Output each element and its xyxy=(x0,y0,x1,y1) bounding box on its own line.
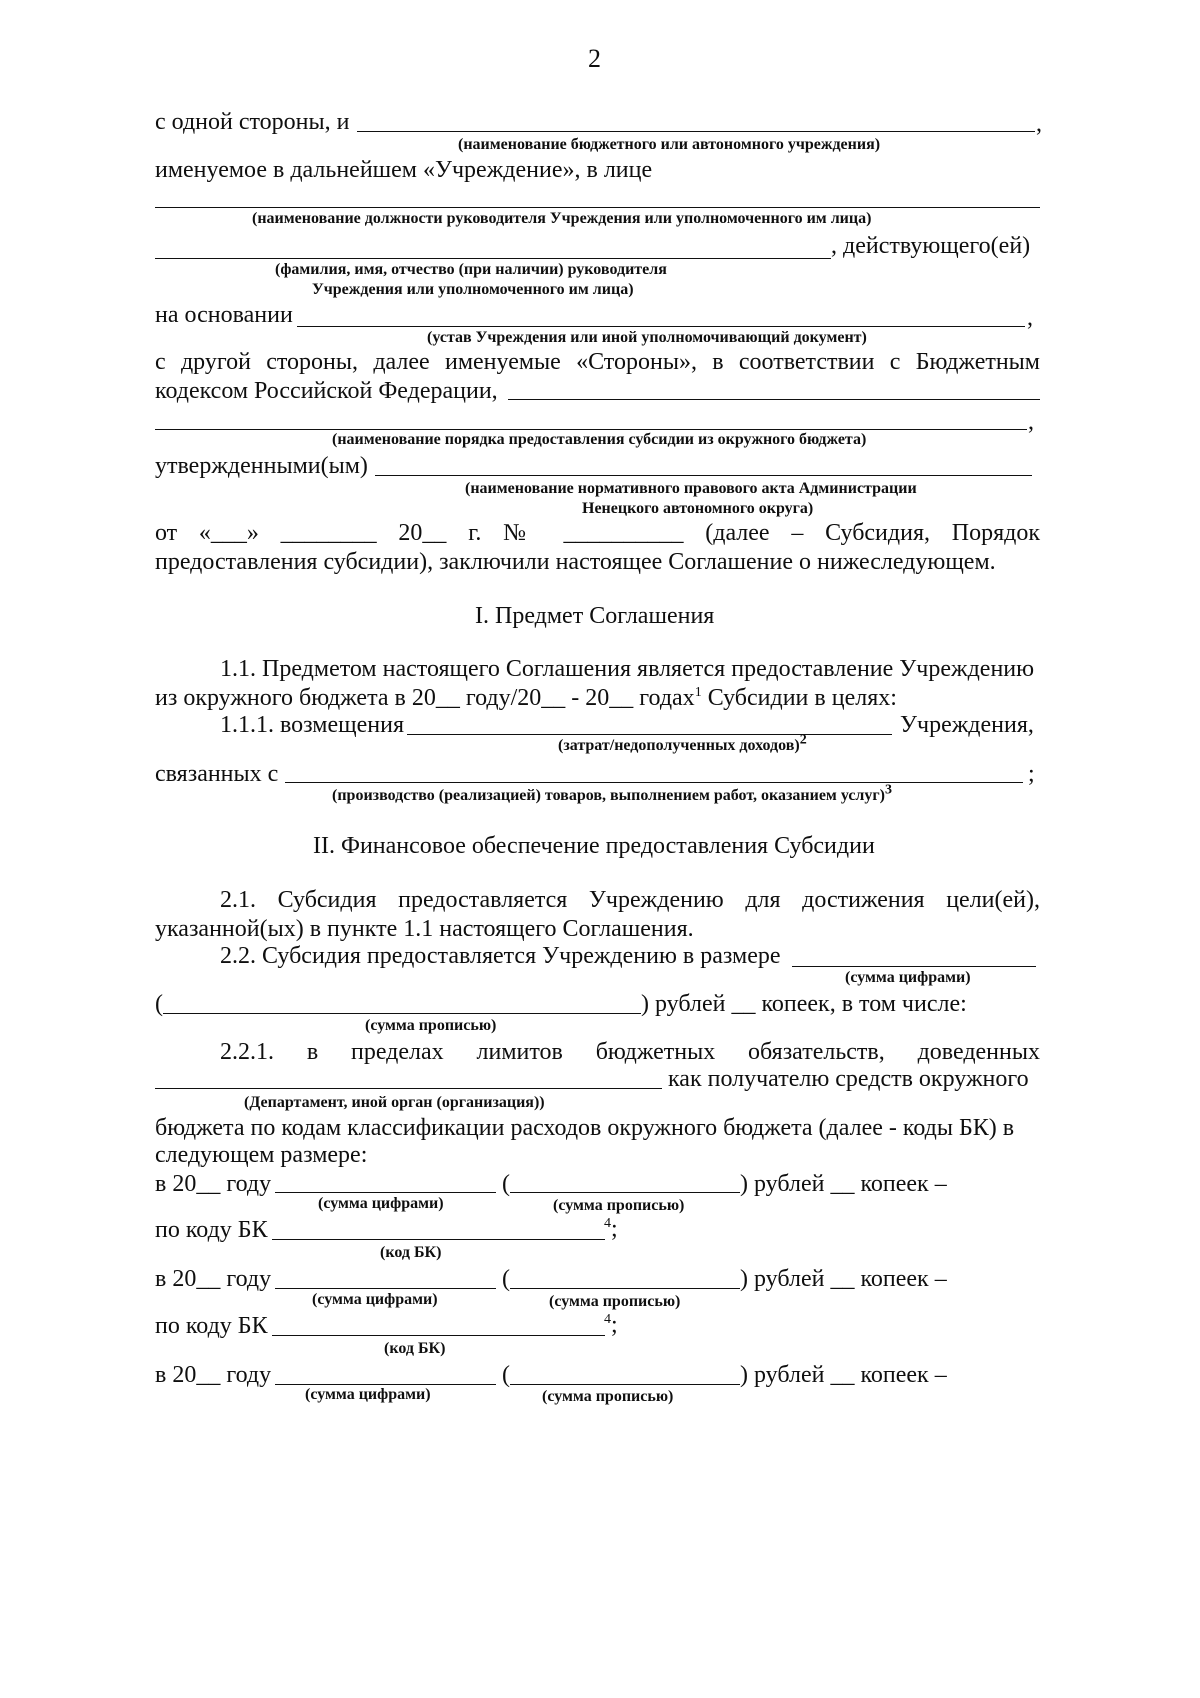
note-words: (сумма прописью) xyxy=(542,1388,674,1405)
other-side-line-2: кодексом Российской Федерации, xyxy=(155,378,498,404)
year-words-blank xyxy=(510,1288,740,1289)
institution-word: Учреждения, xyxy=(900,712,1034,738)
note-fio-2: Учреждения или уполномоченного им лица) xyxy=(312,281,634,298)
note-costs: (затрат/недополученных доходов)$^2$ xyxy=(558,732,807,754)
related-text: связанных с xyxy=(155,761,279,787)
note-production: (производство (реализацией) товаров, выполнением работ, оказанием услуг)$^3$ xyxy=(332,782,892,804)
comma: , xyxy=(1028,409,1034,435)
section-2-title: II. Финансовое обеспечение предоставления Субсидии xyxy=(313,833,875,859)
costs-blank xyxy=(407,734,892,735)
note-charter: (устав Учреждения или иной уполномочивающий документ) xyxy=(427,329,867,346)
footnote-1: 1 xyxy=(694,685,702,700)
named-text: именуемое в дальнейшем «Учреждение», в лице xyxy=(155,157,653,183)
open-paren: ( xyxy=(502,1266,510,1292)
sum-words-blank xyxy=(163,1013,641,1014)
rub-kop: ) рублей __ копеек – xyxy=(740,1266,947,1292)
note-words: (сумма прописью) xyxy=(549,1293,681,1310)
year-label: в 20__ году xyxy=(155,1362,272,1388)
act-blank xyxy=(375,475,1032,476)
other-side-line-1: с другой стороны, далее именуемые «Стороны», в соответствии с Бюджетным xyxy=(155,349,1040,375)
charter-blank xyxy=(297,326,1025,327)
procedure-blank-1 xyxy=(508,399,1040,400)
para-2-1-line-1: 2.1. Субсидия предоставляется Учреждению для достижения цели(ей), xyxy=(220,887,1040,913)
note-digits: (сумма цифрами) xyxy=(312,1291,438,1308)
one-side-text: с одной стороны, и xyxy=(155,109,350,135)
semicolon: ; xyxy=(1028,761,1035,787)
fio-blank xyxy=(155,258,831,259)
bk-blank xyxy=(272,1335,605,1336)
rubles-line: ) рублей __ копеек, в том числе: xyxy=(641,991,967,1017)
para-1-1-1: 1.1.1. возмещения xyxy=(220,712,405,738)
para-2-2-1-line-2: как получателю средств окружного xyxy=(668,1066,1029,1092)
note-fio-1: (фамилия, имя, отчество (при наличии) руководителя xyxy=(275,261,667,278)
year-words-blank xyxy=(510,1384,740,1385)
rub-kop: ) рублей __ копеек – xyxy=(740,1362,947,1388)
position-blank xyxy=(155,207,1040,208)
para-1-1-line-1: 1.1. Предметом настоящего Соглашения является предоставление Учреждению xyxy=(220,656,1035,682)
note-bk: (код БК) xyxy=(380,1244,442,1261)
dept-blank xyxy=(155,1088,662,1089)
open-paren: ( xyxy=(155,991,163,1017)
bk-blank xyxy=(272,1239,605,1240)
note-digits: (сумма цифрами) xyxy=(318,1195,444,1212)
note-sum-words: (сумма прописью) xyxy=(365,1017,497,1034)
note-act-2: Ненецкого автономного округа) xyxy=(582,500,814,517)
footnote-4: 4 xyxy=(604,1216,611,1231)
para-2-1-line-2: указанной(ых) в пункте 1.1 настоящего Соглашения. xyxy=(155,916,694,942)
note-digits: (сумма цифрами) xyxy=(305,1386,431,1403)
bk-end: $^4$; xyxy=(604,1312,618,1338)
institution-blank xyxy=(357,131,1035,132)
note-procedure: (наименование порядка предоставления субсидии из окружного бюджета) xyxy=(332,431,867,448)
note-bk: (код БК) xyxy=(384,1340,446,1357)
year-digits-blank xyxy=(275,1192,496,1193)
approved-text: утвержденными(ым) xyxy=(155,453,368,479)
note-dept: (Департамент, иной орган (организация)) xyxy=(244,1094,545,1111)
year-digits-blank xyxy=(275,1384,496,1385)
acting-text: , действующего(ей) xyxy=(831,233,1031,259)
open-paren: ( xyxy=(502,1171,510,1197)
production-blank xyxy=(285,782,1023,783)
comma: , xyxy=(1036,111,1042,137)
year-label: в 20__ году xyxy=(155,1266,272,1292)
para-2-2-1-line-4: следующем размере: xyxy=(155,1142,368,1168)
rub-kop: ) рублей __ копеек – xyxy=(740,1171,947,1197)
note-position: (наименование должности руководителя Учреждения или уполномоченного им лица) xyxy=(252,210,872,227)
page-number: 2 xyxy=(588,44,601,73)
note-sum-digits: (сумма цифрами) xyxy=(845,969,971,986)
date-line: от «___» ________ 20__ г. № __________ (далее – Субсидия, Порядок xyxy=(155,520,1040,546)
section-1-title: I. Предмет Соглашения xyxy=(475,603,715,629)
note-institution: (наименование бюджетного или автономного учреждения) xyxy=(458,136,881,153)
bk-label: по коду БК xyxy=(155,1313,268,1339)
year-words-blank xyxy=(510,1192,740,1193)
para-2-2: 2.2. Субсидия предоставляется Учреждению в размере xyxy=(220,943,781,969)
concluded-text: предоставления субсидии), заключили настоящее Соглашение о нижеследующем. xyxy=(155,549,996,575)
year-label: в 20__ году xyxy=(155,1171,272,1197)
bk-end: $^4$; xyxy=(604,1216,618,1242)
year-digits-blank xyxy=(275,1288,496,1289)
procedure-blank-2 xyxy=(155,429,1027,430)
para-1-1-line-2: из окружного бюджета в 20__ году/20__ - 20__ годах$^1$ Субсидии в целях: xyxy=(155,685,897,711)
basis-text: на основании xyxy=(155,302,293,328)
comma: , xyxy=(1027,305,1033,331)
sum-digits-blank xyxy=(792,966,1036,967)
open-paren: ( xyxy=(502,1362,510,1388)
note-words: (сумма прописью) xyxy=(553,1197,685,1214)
para-2-2-1-line-1: 2.2.1. в пределах лимитов бюджетных обязательств, доведенных xyxy=(220,1039,1040,1065)
bk-label: по коду БК xyxy=(155,1217,268,1243)
para-2-2-1-line-3: бюджета по кодам классификации расходов окружного бюджета (далее - коды БК) в xyxy=(155,1115,1015,1141)
note-act-1: (наименование нормативного правового акта Администрации xyxy=(465,480,917,497)
